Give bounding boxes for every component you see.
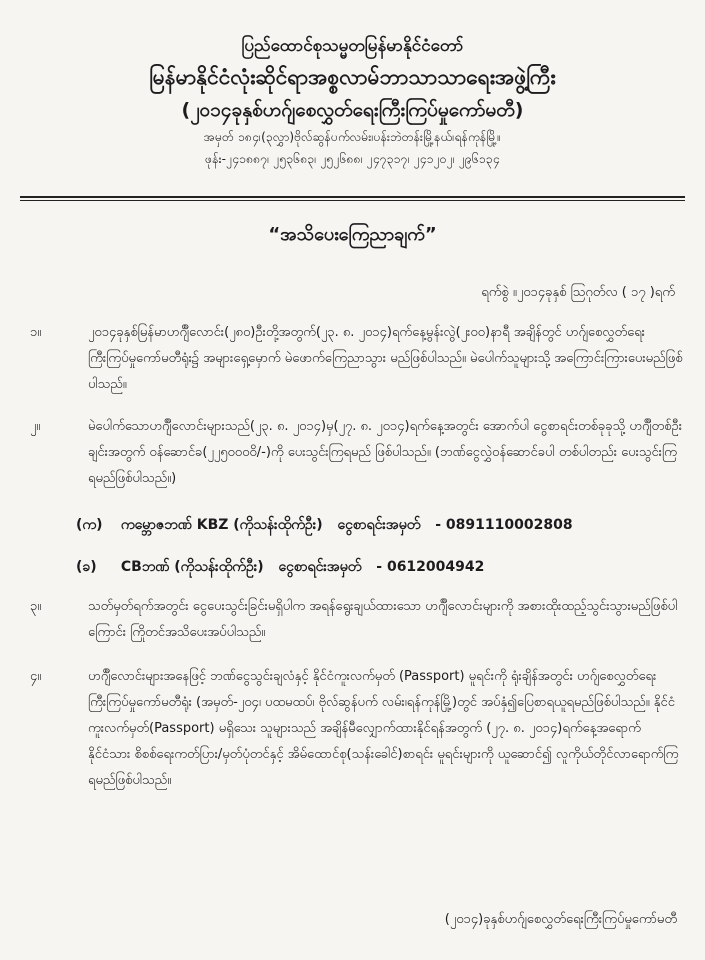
paragraph-1 (30, 320, 683, 400)
letterhead-line-2: မြန်မာနိုင်ငံလုံးဆိုင်ရာအစ္စလာမ်ဘာသာသာရေးအဖွဲ့ကြီး (149, 65, 556, 89)
account-bank-name: ကမ္ဘောဇဘဏ် KBZ (ကိုသန်းထိုက်ဦး) (120, 517, 323, 533)
paragraph-text: ၂၀၁၄ခုနှစ်မြန်မာဟဂ်ျီလောင်း(၂၈၀)ဦးတို့အတွက်(၂၃. ၈. ၂၀၁၄)ရက်နေ့မွန်းလွဲ(၂း၀၀)နာရီ အချိန်တွင် ဟဂ်ျစေလွှတ်ရေးကြီးကြပ်မှုကော်မတီရုံး၌ အများရှေ့မှောက် မဲဖောက်ကြေညာသွား မည်ဖြစ်ပါသည်။ မဲပေါက်သူများသို့ အကြောင်းကြားပေးမည်ဖြစ်ပါသည်။ (88, 325, 683, 392)
paragraph-number: ၃။ (30, 599, 42, 614)
paragraph-3 (30, 594, 680, 648)
bank-account-cb (76, 554, 696, 580)
letterhead-phones: ဖုန်း-၂၄၁၈၈၇၊ ၂၅၃၆၈၃၊ ၂၅၂၆၈၈၊ ၂၄၇၃၁၇၊ ၂၄၁၂၀၂၊ ၂၉၆၁၃၄ (205, 152, 500, 166)
letterhead (0, 32, 705, 170)
paragraph-text: ဟဂ်ျီလောင်းများအနေဖြင့် ဘဏ်ငွေသွင်းချလံနှင့် နိုင်ငံကူးလက်မှတ် (Passport) မူရင်းကို ရုံးချိန်အတွင်း ဟဂ်ျစေလွှတ်ရေးကြီးကြပ်မှုကော်မတီရုံး (အမှတ်-၂၀၄၊ ပထမထပ်၊ ဗိုလ်ဆွန်ပက် လမ်း၊ရန်ကုန်မြို့)တွင် အပ်နှံ၍ပြေစာရယူရမည်ဖြစ်ပါသည်။ နိုင်ငံကူးလက်မှတ်(Passport) မရှိသေး သူများသည် အချိန်မီလျှောက်ထားနိုင်ရန်အတွက် (၂၇. ၈. ၂၀၁၄)ရက်နေ့အရောက် နိုင်ငံသား စိစစ်ရေးကတ်ပြား/မှတ်ပုံတင်နှင့် အိမ်ထောင်စု(သန်းခေါင်)စာရင်း မူရင်းများကို ယူဆောင်၍ လူကိုယ်တိုင်လာရောက်ကြရမည်ဖြစ်ပါသည်။ (88, 669, 679, 788)
signature-line: (၂၀၁၄)ခုနှစ်ဟဂ်ျစေလွှတ်ရေးကြီးကြပ်မှုကော်မတီ (444, 912, 677, 927)
letterhead-line-1: ပြည်ထောင်စုသမ္မတမြန်မာနိုင်ငံတော် (241, 36, 464, 56)
account-bank-name: CBဘဏ် (ကိုသန်းထိုက်ဦး) (120, 559, 264, 575)
account-item-label: (ခ) (76, 559, 97, 575)
paragraph-number: ၁။ (30, 325, 42, 340)
account-number: - 0891110002808 (435, 517, 573, 533)
letterhead-address: အမှတ် ၁၈၄၊(၃လွှာ)ဗိုလ်ဆွန်ပက်လမ်း၊ပန်းဘဲတန်းမြို့နယ်၊ရန်ကုန်မြို့။ (203, 130, 502, 144)
account-number: - 0612004942 (376, 559, 485, 575)
paragraph-2 (30, 414, 683, 494)
paragraph-text: သတ်မှတ်ရက်အတွင်း ငွေပေးသွင်းခြင်းမရှိပါက အရန်ရွေးချယ်ထားသော ဟဂ်ျီလောင်းများကို အစားထိုးထည့်သွင်းသွားမည်ဖြစ်ပါကြောင်း ကြိုတင်အသိပေးအပ်ပါသည်။ (88, 599, 678, 640)
header-divider-thick (20, 196, 685, 198)
paragraph-text: မဲပေါက်သောဟဂ်ျီလောင်းများသည်(၂၃. ၈. ၂၀၁၄)မှ(၂၇. ၈. ၂၀၁၄)ရက်နေ့အတွင်း အောက်ပါ ငွေစာရင်းတစ်ခုခုသို့ ဟဂ်ျီတစ်ဦးချင်းအတွက် ဝန်ဆောင်ခ(၂၂၅၀၀၀၀ိ/-)ကို ပေးသွင်းကြရမည် ဖြစ်ပါသည်။ (ဘဏ်ငွေလွှဲဝန်ဆောင်ခပါ တစ်ပါတည်း ပေးသွင်းကြရမည်ဖြစ်ပါသည်။) (88, 419, 683, 486)
letterhead-line-3: (၂၀၁၄ခုနှစ်ဟဂ်ျစေလွှတ်ရေးကြီးကြပ်မှုကော်မတီ) (181, 99, 524, 121)
bank-account-kbz (76, 512, 696, 538)
account-number-label: ငွေစာရင်းအမှတ် (337, 517, 421, 533)
header-divider-thin (20, 200, 685, 201)
paragraph-number: ၄။ (30, 669, 42, 684)
account-number-label: ငွေစာရင်းအမှတ် (278, 559, 362, 575)
paragraph-number: ၂။ (30, 419, 41, 434)
paragraph-4 (30, 664, 680, 832)
date-line: ရက်စွဲ ။၂၀၁၄ခုနှစ် ဩဂုတ်လ ( ၁၇ )ရက် (481, 285, 675, 300)
account-item-label: (က) (76, 517, 103, 533)
notice-title: “အသိပေးကြေညာချက်” (268, 224, 437, 245)
